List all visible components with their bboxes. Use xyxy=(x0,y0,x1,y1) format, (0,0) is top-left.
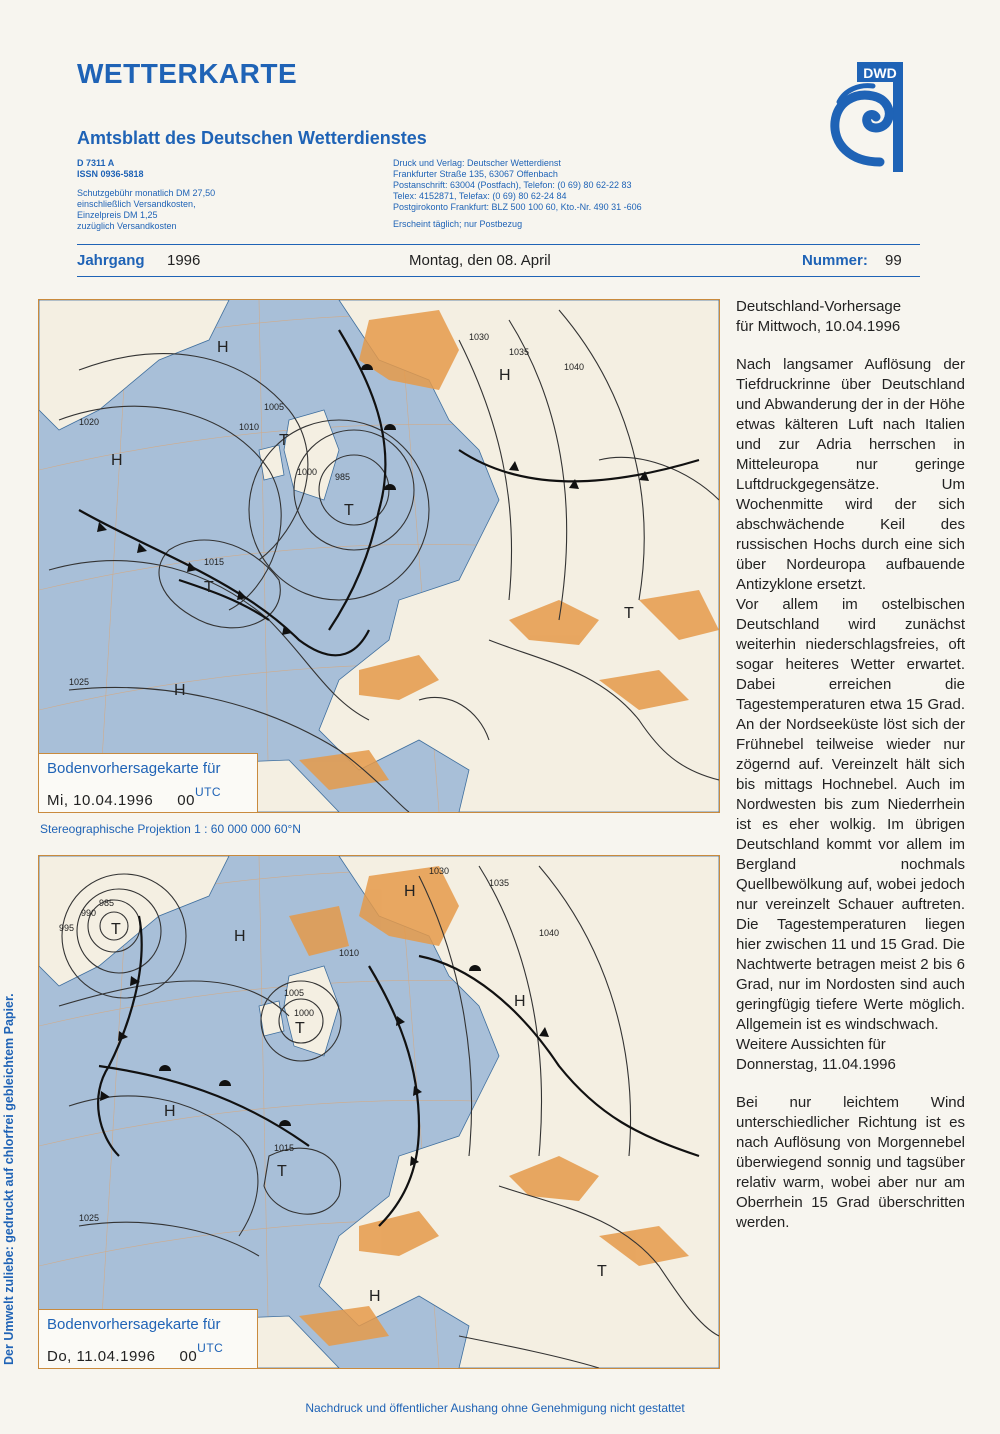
forecast-text xyxy=(736,297,965,1233)
map1-system: H xyxy=(111,452,123,469)
map-1-date: Mi, 10.04.1996 xyxy=(47,792,154,809)
forecast-map-2 xyxy=(38,855,720,1369)
map-2-caption-title: Bodenvorhersagekarte für xyxy=(47,1316,221,1333)
publisher-line: Postgirokonto Frankfurt: BLZ 500 100 60, Kto.-Nr. 490 31 -606 xyxy=(393,202,642,212)
dwd-spiral-logo-icon xyxy=(825,62,920,177)
publisher-line: Druck und Verlag: Deutscher Wetterdienst xyxy=(393,158,561,168)
map-2-time: 00 xyxy=(179,1348,198,1365)
map1-isobar-label: 1010 xyxy=(239,422,260,432)
map2-isobar-label: 985 xyxy=(99,898,115,908)
map1-system: T xyxy=(624,605,634,622)
fee-line: Schutzgebühr monatlich DM 27,50 xyxy=(77,188,216,198)
map2-isobar-label: 1035 xyxy=(489,878,510,888)
footer-note: Nachdruck und öffentlicher Aushang ohne Genehmigung nicht gestattet xyxy=(305,1401,685,1415)
forecast-paragraph: Vor allem im ostelbischen Deutschland wird zunächst weiterhin niederschlagsfreies, oft sogar heiteres Wetter erwartet. Dabei erreichen die Tagestemperaturen etwa 15 Grad. An der Nordseeküste löst sich der Frühnebel teilweise wieder nur zögernd auf. Vereinzelt hält sich bis mittags Hochnebel. Auch im Nordwesten bis zum Niederrhein ist es eher wolkig. Im übrigen Deutschland kommt vor allem im Bergland nochmals Quellbewölkung auf, wobei jedoch nur vereinzelt Schauer auftreten. Die Tagestemperaturen liegen hier zwischen 11 und 15 Grad. Die Nachtwerte betragen meist 2 bis 6 Grad, nur im Nordosten sind auch geringfügig tiefere Werte möglich. Allgemein ist es windschwach. xyxy=(736,596,966,1033)
map1-system: H xyxy=(499,367,511,384)
divider xyxy=(77,244,920,245)
map-2-unit: UTC xyxy=(197,1341,224,1355)
forecast-paragraph: Nach langsamer Auflösung der Tiefdruckrinne über Deutschland und Abwanderung der in der Höhe etwas kälteren Luft nach Italien und zur Adria herrschen in Mitteleuropa nur geringe Luftdruckgegensätze. Um Wochenmitte wird der sich abschwächende Keil des russischen Hochs durch eine sich über Nordeuropa aufbauende Antizyklone ersetzt. xyxy=(736,356,965,593)
map2-system: H xyxy=(369,1288,381,1305)
map-2-caption-date xyxy=(47,1341,223,1365)
outlook-heading: Weitere Aussichten für xyxy=(736,1036,886,1053)
frequency-note: Erscheint täglich; nur Postbezug xyxy=(393,219,523,229)
map2-system: H xyxy=(404,883,416,900)
map1-isobar-label: 1005 xyxy=(264,402,285,412)
map1-system: H xyxy=(217,339,229,356)
map-1-caption xyxy=(39,753,258,812)
page-title: WETTERKARTE xyxy=(77,58,298,89)
forecast-heading: Deutschland-Vorhersage xyxy=(736,298,902,315)
map2-system: H xyxy=(514,993,526,1010)
page-subtitle: Amtsblatt des Deutschen Wetterdienstes xyxy=(77,128,427,148)
map2-system: T xyxy=(597,1263,607,1280)
map-2-date: Do, 11.04.1996 xyxy=(47,1348,156,1365)
map1-isobar-label: 1000 xyxy=(297,467,318,477)
map2-isobar-label: 995 xyxy=(59,923,75,933)
issn: ISSN 0936-5818 xyxy=(77,169,144,179)
map1-system: T xyxy=(279,432,289,449)
map2-system: T xyxy=(295,1020,305,1037)
map2-system: T xyxy=(111,921,121,938)
map-1-time: 00 xyxy=(177,792,195,809)
issue-date: Montag, den 08. April xyxy=(409,252,551,269)
map1-isobar-label: 1015 xyxy=(204,557,225,567)
issue-row xyxy=(77,250,920,274)
publisher-info xyxy=(393,158,642,230)
map-1-unit: UTC xyxy=(194,785,222,799)
map1-system: T xyxy=(204,579,214,596)
map-2-caption xyxy=(39,1309,258,1368)
fee-line: einschließlich Versandkosten, xyxy=(77,199,196,209)
number-value: 99 xyxy=(885,252,902,269)
map2-isobar-label: 1005 xyxy=(284,988,305,998)
code-d7311: D 7311 A xyxy=(77,158,115,168)
number-label: Nummer: xyxy=(802,252,868,269)
map1-isobar-label: 1035 xyxy=(509,347,530,357)
map1-isobar-label: 1030 xyxy=(469,332,490,342)
publisher-line: Telex: 4152871, Telefax: (0 69) 80 62-24 84 xyxy=(393,191,567,201)
map2-system: H xyxy=(234,928,246,945)
fee-line: Einzelpreis DM 1,25 xyxy=(77,210,158,220)
map2-isobar-label: 1040 xyxy=(539,928,560,938)
map-1-chart xyxy=(39,300,719,812)
logo-text: DWD xyxy=(863,65,897,81)
map2-isobar-label: 1025 xyxy=(79,1213,100,1223)
map1-system: T xyxy=(344,502,354,519)
map-1-caption-date xyxy=(47,785,221,809)
environment-note: Der Umwelt zuliebe: gedruckt auf chlorfrei gebleichtem Papier. xyxy=(2,993,16,1365)
map2-isobar-label: 1000 xyxy=(294,1008,315,1018)
map2-system: H xyxy=(164,1103,176,1120)
outlook-paragraph: Bei nur leichtem Wind unterschiedlicher Richtung ist es nach Auflösung von Morgennebel überwiegend sonnig und tagsüber relativ warm, wobei aber nur am Oberrhein 15 Grad überschritten werden. xyxy=(736,1094,965,1231)
map1-system: H xyxy=(174,682,186,699)
projection-note: Stereographische Projektion 1 : 60 000 000 60°N xyxy=(40,822,301,836)
map1-isobar-label: 1025 xyxy=(69,677,90,687)
map1-isobar-label: 1020 xyxy=(79,417,100,427)
forecast-map-1 xyxy=(38,299,720,813)
divider xyxy=(77,276,920,277)
outlook-heading-date: Donnerstag, 11.04.1996 xyxy=(736,1056,896,1073)
year-value: 1996 xyxy=(167,252,201,269)
map2-isobar-label: 990 xyxy=(81,908,97,918)
map2-isobar-label: 1030 xyxy=(429,866,450,876)
map2-isobar-label: 1015 xyxy=(274,1143,295,1153)
map1-isobar-label: 985 xyxy=(335,472,351,482)
year-label: Jahrgang xyxy=(77,252,145,269)
map-2-chart xyxy=(39,856,719,1368)
fee-line: zuzüglich Versandkosten xyxy=(77,221,177,231)
publisher-line: Postanschrift: 63004 (Postfach), Telefon: (0 69) 80 62-22 83 xyxy=(393,180,632,190)
publisher-line: Frankfurter Straße 135, 63067 Offenbach xyxy=(393,169,558,179)
map2-system: T xyxy=(277,1163,287,1180)
map1-isobar-label: 1040 xyxy=(564,362,585,372)
map-1-caption-title: Bodenvorhersagekarte für xyxy=(47,760,221,777)
forecast-heading-date: für Mittwoch, 10.04.1996 xyxy=(736,318,901,335)
publication-codes xyxy=(77,158,215,232)
map2-isobar-label: 1010 xyxy=(339,948,360,958)
